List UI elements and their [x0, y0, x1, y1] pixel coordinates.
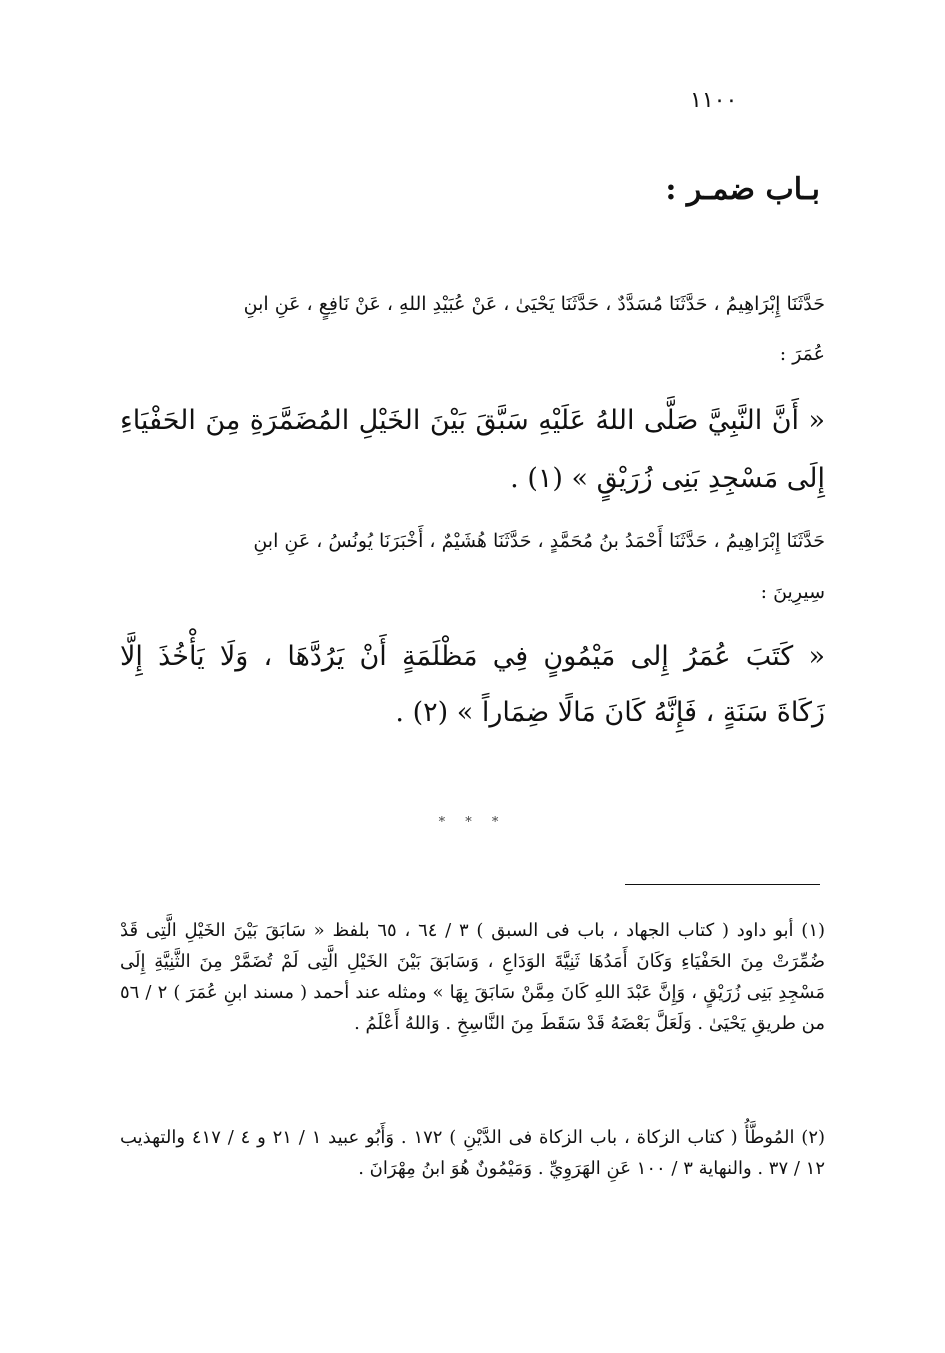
footnote-divider	[625, 884, 820, 885]
section-separator: * * *	[438, 815, 507, 830]
footnote-2: (٢) المُوطَّأُ ( كتاب الزكاة ، باب الزكاة فى الدَّيْنِ ) ١٧٢ . وَأَبُو عبيد ١ / ٢١ و ٤ / ٤١٧ والتهذيب ١٢ / ٣٧ . والنهاية ٣ / ١٠٠ عَنِ الهَرَوِيِّ . وَمَيْمُونٌ هُوَ ابنُ مِهْرَانَ .	[120, 1127, 826, 1179]
hadith2-matn-line1: « كَتَبَ عُمَرُ إِلى مَيْمُونٍ فِي مَظْلَمَةٍ أَنْ يَرُدَّهَا ، وَلَا يَأْخُذَ إِلَّا	[120, 641, 825, 672]
chapter-title: بـاب ضمـر :	[665, 172, 820, 207]
hadith2-matn-line2: زَكَاةَ سَنَةٍ ، فَإِنَّهُ كَانَ مَالًا ضِمَاراً » (٢) .	[395, 697, 825, 728]
page-number: ١١٠٠	[690, 88, 738, 113]
hadith2-isnad-line1: حَدَّثَنَا إِبْرَاهِيمُ ، حَدَّثَنَا أَحْمَدُ بنُ مُحَمَّدٍ ، حَدَّثَنَا هُشَيْمٌ ، أَخْبَرَنَا يُونُسُ ، عَنِ ابنِ	[253, 530, 825, 552]
hadith2-isnad-line2: سِيرِينَ :	[760, 581, 825, 603]
hadith1-matn-line1: « أَنَّ النَّبِيَّ صَلَّى اللهُ عَلَيْهِ سَبَّقَ بَيْنَ الخَيْلِ المُضَمَّرَةِ مِنَ الحَفْيَاءِ	[120, 405, 825, 436]
footnote-1: (١) أبو داود ( كتاب الجهاد ، باب فى السبق ) ٣ / ٦٤ ، ٦٥ بلفظ « سَابَقَ بَيْنَ الخَيْلِ الَّتِى قَدْ ضُمِّرَتْ مِنَ الحَفْيَاءِ وَكَانَ أَمَدُهَا ثَنِيَّةَ الوَدَاعِ ، وَسَابَقَ بَيْنَ الخَيْلِ الَّتِى لَمْ تُضَمَّرْ مِنَ الثَّنِيَّةِ إِلَى مَسْجِدِ بَنِى زُرَيْقٍ ، وَإِنَّ عَبْدَ اللهِ كَانَ مِمَّنْ سَابَقَ بِهَا » ومثله عند أحمد ( مسند ابنِ عُمَرَ ) ٢ / ٥٦ من طريقِ يَحْيَىٰ . وَلَعَلَّ بَعْضَهُ قَدْ سَقَطَ مِنَ النَّاسِخِ . وَاللهُ أَعْلَمُ .	[120, 920, 826, 1034]
hadith1-matn-line2: إِلَى مَسْجِدِ بَنِى زُرَيْقٍ » (١) .	[510, 463, 825, 494]
hadith1-isnad-line2: عُمَرَ :	[779, 343, 825, 365]
hadith1-isnad-line1: حَدَّثَنَا إِبْرَاهِيمُ ، حَدَّثَنَا مُسَدَّدٌ ، حَدَّثَنَا يَحْيَىٰ ، عَنْ عُبَيْدِ اللهِ ، عَنْ نَافِعٍ ، عَنِ ابنِ	[243, 293, 825, 315]
